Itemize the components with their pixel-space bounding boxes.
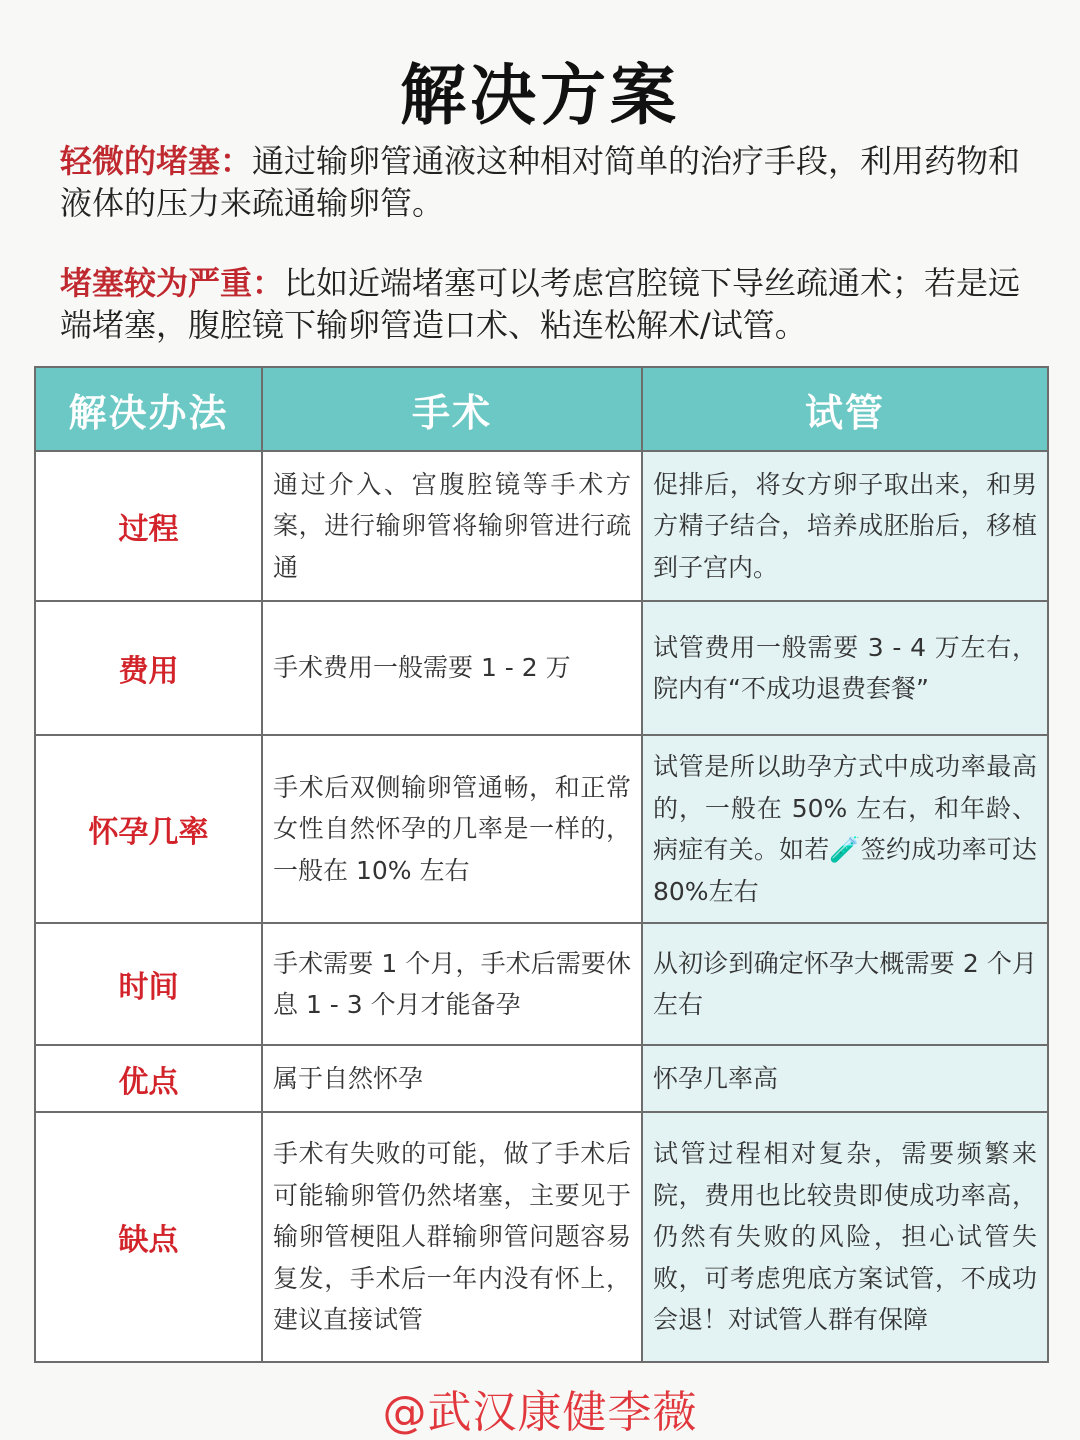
ivf-cell: 怀孕几率高 [642, 1045, 1048, 1112]
table-row [35, 451, 1048, 601]
mild-blockage-text: 通过输卵管通液这种相对简单的治疗手段，利用药物和液体的压力来疏通输卵管。 [60, 142, 1021, 222]
table-row [35, 1045, 1048, 1112]
row-label: 过程 [35, 451, 262, 601]
table-row [35, 923, 1048, 1045]
table-row [35, 601, 1048, 735]
ivf-cell: 试管费用一般需要 3 - 4 万左右，院内有“不成功退费套餐” [642, 601, 1048, 735]
ivf-cell: 试管过程相对复杂，需要频繁来院，费用也比较贵即使成功率高，仍然有失败的风险，担心试管失败，可考虑兜底方案试管，不成功会退！对试管人群有保障 [642, 1112, 1048, 1362]
table-header-row [35, 367, 1048, 451]
page-title: 解决方案 [400, 56, 680, 134]
row-label: 费用 [35, 601, 262, 735]
surgery-cell: 属于自然怀孕 [262, 1045, 642, 1112]
row-label: 怀孕几率 [35, 735, 262, 923]
surgery-cell: 通过介入、宫腹腔镜等手术方案，进行输卵管将输卵管进行疏通 [262, 451, 642, 601]
surgery-cell: 手术费用一般需要 1 - 2 万 [262, 601, 642, 735]
surgery-cell: 手术有失败的可能，做了手术后可能输卵管仍然堵塞，主要见于输卵管梗阻人群输卵管问题容易复发，手术后一年内没有怀上，建议直接试管 [262, 1112, 642, 1362]
ivf-cell: 促排后，将女方卵子取出来，和男方精子结合，培养成胚胎后，移植到子宫内。 [642, 451, 1048, 601]
table-row [35, 735, 1048, 923]
severe-blockage-text: 比如近端堵塞可以考虑宫腔镜下导丝疏通术；若是远端堵塞，腹腔镜下输卵管造口术、粘连松解术/试管。 [60, 264, 1021, 344]
comparison-table [34, 366, 1049, 1363]
paragraph-severe-blockage [60, 262, 1030, 346]
ivf-cell: 从初诊到确定怀孕大概需要 2 个月左右 [642, 923, 1048, 1045]
header-surgery: 手术 [262, 367, 642, 451]
paragraph-mild-blockage [60, 140, 1030, 224]
header-method: 解决办法 [35, 367, 262, 451]
header-ivf: 试管 [642, 367, 1048, 451]
author-watermark: @武汉康健李薇 [382, 1387, 698, 1438]
severe-blockage-label: 堵塞较为严重： [60, 264, 285, 302]
row-label: 优点 [35, 1045, 262, 1112]
surgery-cell: 手术需要 1 个月，手术后需要休息 1 - 3 个月才能备孕 [262, 923, 642, 1045]
row-label: 缺点 [35, 1112, 262, 1362]
row-label: 时间 [35, 923, 262, 1045]
table-row [35, 1112, 1048, 1362]
surgery-cell: 手术后双侧输卵管通畅，和正常女性自然怀孕的几率是一样的，一般在 10% 左右 [262, 735, 642, 923]
mild-blockage-label: 轻微的堵塞： [60, 142, 253, 180]
ivf-cell: 试管是所以助孕方式中成功率最高的，一般在 50% 左右，和年龄、病症有关。如若🧪签约成功率可达80%左右 [642, 735, 1048, 923]
